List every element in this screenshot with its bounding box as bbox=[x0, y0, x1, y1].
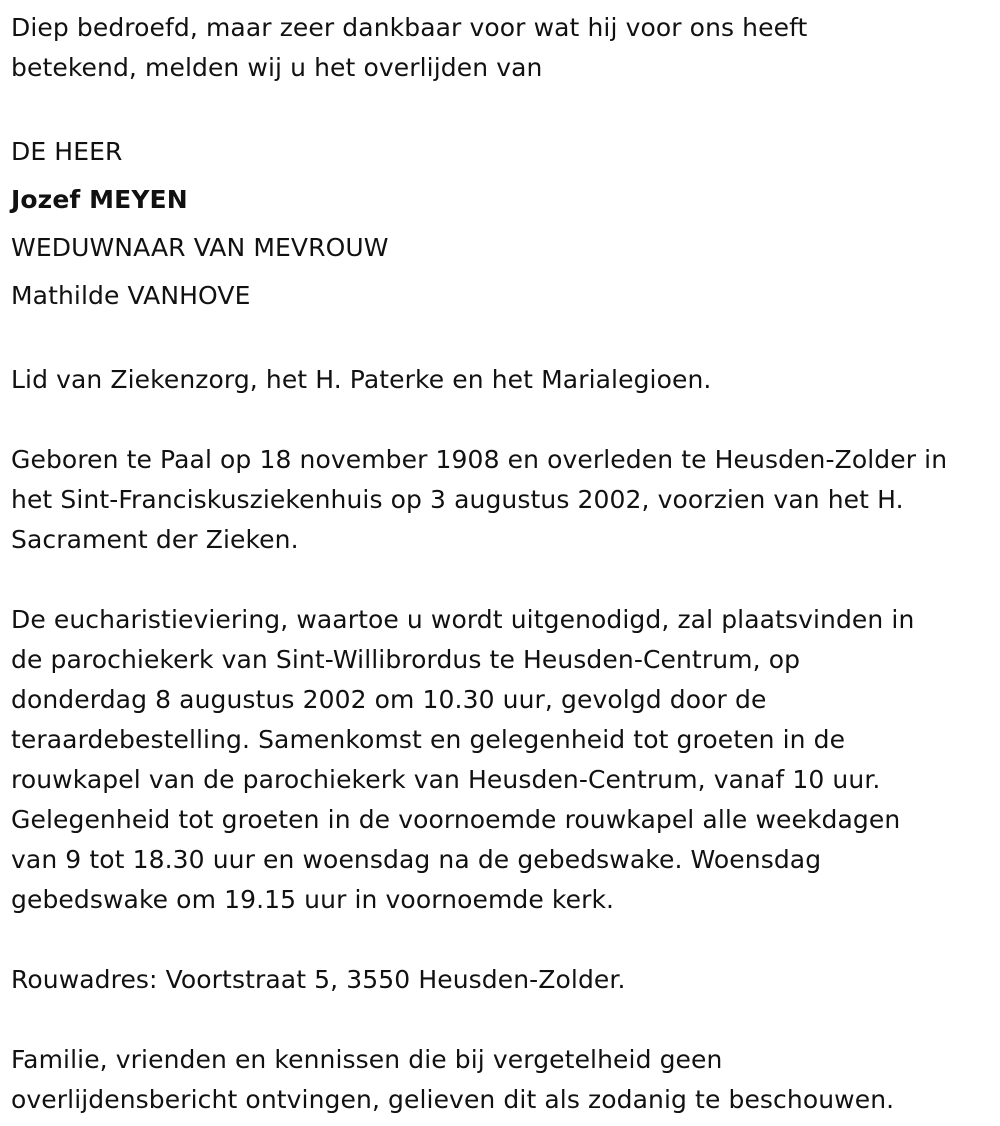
birth-death-paragraph: Geboren te Paal op 18 november 1908 en overleden te Heusden-Zolder in het Sint-Franciskusziekenhuis op 3 augustus 2002, voorzien van het H. Sacrament der Zieken. bbox=[11, 445, 948, 554]
spacer bbox=[11, 1000, 991, 1040]
obituary-notice bbox=[11, 8, 991, 1120]
spacer bbox=[11, 320, 991, 360]
closing-paragraph: Familie, vrienden en kennissen die bij vergetelheid geen overlijdensbericht ontvingen, gelieven dit als zodanig te beschouwen. bbox=[11, 1045, 895, 1114]
address-paragraph: Rouwadres: Voortstraat 5, 3550 Heusden-Zolder. bbox=[11, 965, 626, 994]
spacer bbox=[11, 920, 991, 960]
spouse-name: Mathilde VANHOVE bbox=[11, 281, 251, 310]
widower-title: WEDUWNAAR VAN MEVROUW bbox=[11, 233, 389, 262]
honorific: DE HEER bbox=[11, 137, 123, 166]
spacer bbox=[11, 560, 991, 600]
memberships-paragraph: Lid van Ziekenzorg, het H. Paterke en het Marialegioen. bbox=[11, 365, 712, 394]
intro-paragraph: Diep bedroefd, maar zeer dankbaar voor wat hij voor ons heeft betekend, melden wij u het overlijden van bbox=[11, 13, 808, 82]
spacer bbox=[11, 88, 991, 128]
ceremony-paragraph: De eucharistieviering, waartoe u wordt uitgenodigd, zal plaatsvinden in de parochiekerk van Sint-Willibrordus te Heusden-Centrum, op donderdag 8 augustus 2002 om 10.30 uur, gevolgd door de teraardebestelling. Samenkomst en gelegenheid tot groeten in de rouwkapel van de parochiekerk van Heusden-Centrum, vanaf 10 uur. Gelegenheid tot groeten in de voornoemde rouwkapel alle weekdagen van 9 tot 18.30 uur en woensdag na de gebedswake. Woensdag gebedswake om 19.15 uur in voornoemde kerk. bbox=[11, 605, 915, 914]
deceased-name: Jozef MEYEN bbox=[11, 185, 188, 214]
spacer bbox=[11, 400, 991, 440]
